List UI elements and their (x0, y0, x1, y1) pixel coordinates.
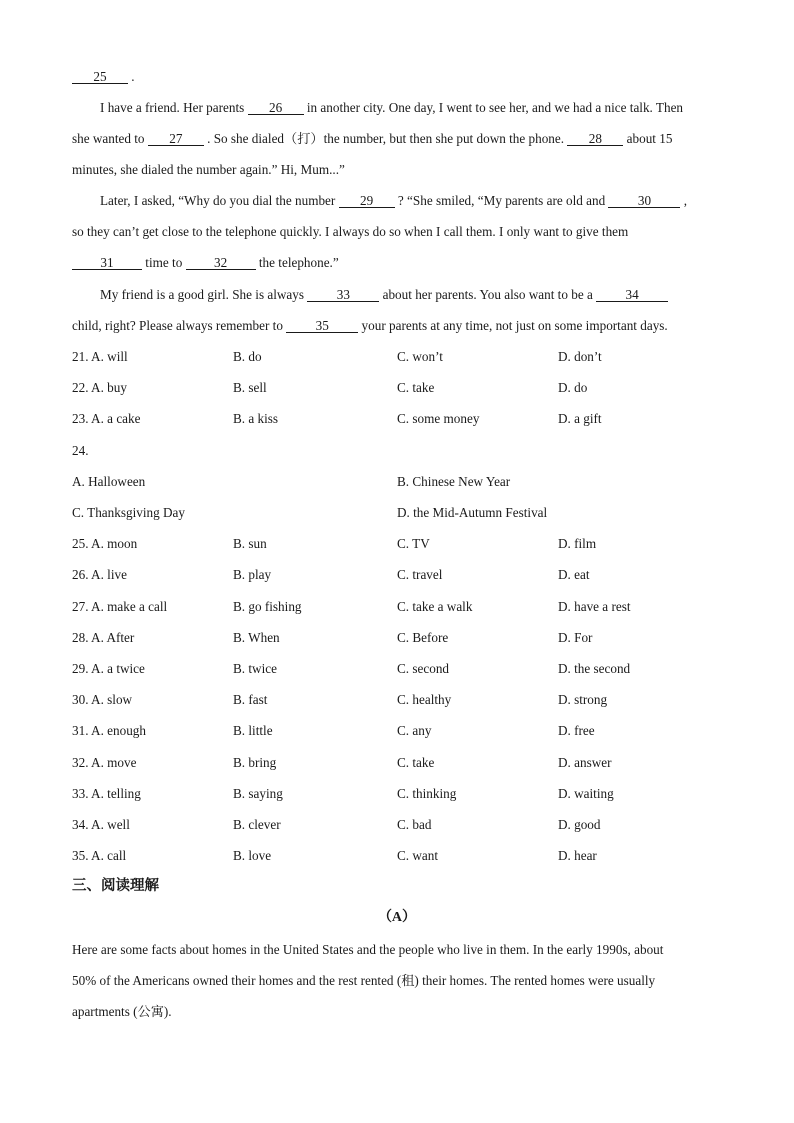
option-b[interactable]: B. When (233, 630, 280, 645)
option-c[interactable]: C. take (397, 380, 435, 395)
option-a[interactable]: 21. A. will (72, 349, 128, 364)
blank-27[interactable]: 27 (148, 132, 204, 146)
question-row-23 (72, 411, 732, 427)
blank-33[interactable]: 33 (307, 288, 379, 302)
line-text: the telephone.” (255, 255, 339, 270)
passage-line-2: 50% of the Americans owned their homes and the rest rented (租) their homes. The rented homes were usually (72, 973, 656, 988)
cloze-line-0 (72, 69, 135, 85)
cloze-p2-line3 (72, 255, 339, 271)
option-b[interactable]: B. go fishing (233, 599, 302, 614)
option-c[interactable]: C. healthy (397, 692, 452, 707)
question-24-number: 24. (72, 443, 89, 458)
option-a[interactable]: A. Halloween (72, 474, 146, 489)
blank-26[interactable]: 26 (248, 101, 304, 115)
option-b[interactable]: B. saying (233, 786, 283, 801)
passage-line-3: apartments (公寓). (72, 1004, 172, 1019)
option-a[interactable]: 30. A. slow (72, 692, 133, 707)
blank-32[interactable]: 32 (186, 256, 256, 270)
option-b[interactable]: B. Chinese New Year (397, 474, 511, 489)
option-d[interactable]: D. the second (558, 661, 631, 676)
option-c[interactable]: C. take a walk (397, 599, 473, 614)
cloze-p3-line1 (100, 287, 668, 303)
cloze-p2-line2: so they can’t get close to the telephone quickly. I always do so when I call them. I only want to give them (72, 224, 629, 239)
option-c[interactable]: C. won’t (397, 349, 443, 364)
blank-25[interactable]: 25 (72, 70, 128, 84)
blank-35[interactable]: 35 (286, 319, 358, 333)
option-c[interactable]: C. thinking (397, 786, 457, 801)
option-c[interactable]: C. travel (397, 567, 443, 582)
section-title: 三、阅读理解 (72, 878, 159, 894)
line-text: about her parents. You also want to be a (379, 287, 597, 302)
option-b[interactable]: B. fast (233, 692, 268, 707)
option-a[interactable]: 31. A. enough (72, 723, 146, 738)
question-row-28 (72, 630, 732, 646)
question-row-30 (72, 692, 732, 708)
option-d[interactable]: D. have a rest (558, 599, 631, 614)
option-d[interactable]: D. film (558, 536, 597, 551)
question-row-35 (72, 848, 732, 864)
question-row-21 (72, 349, 732, 365)
option-d[interactable]: D. eat (558, 567, 590, 582)
option-b[interactable]: B. do (233, 349, 262, 364)
question-row-29 (72, 661, 732, 677)
option-d[interactable]: D. a gift (558, 411, 602, 426)
line-text: Later, I asked, “Why do you dial the number (100, 193, 339, 208)
question-row-22 (72, 380, 732, 396)
option-d[interactable]: D. hear (558, 848, 597, 863)
option-c[interactable]: C. Before (397, 630, 449, 645)
question-row-27 (72, 599, 732, 615)
option-b[interactable]: B. a kiss (233, 411, 279, 426)
cloze-p1-line3: minutes, she dialed the number again.” Hi, Mum...” (72, 162, 345, 177)
blank-28[interactable]: 28 (567, 132, 623, 146)
question-row-33 (72, 786, 732, 802)
option-b[interactable]: B. bring (233, 755, 277, 770)
option-c[interactable]: C. Thanksgiving Day (72, 505, 185, 520)
option-d[interactable]: D. good (558, 817, 601, 832)
option-b[interactable]: B. clever (233, 817, 281, 832)
option-c[interactable]: C. take (397, 755, 435, 770)
option-c[interactable]: C. TV (397, 536, 430, 551)
option-d[interactable]: D. don’t (558, 349, 602, 364)
line-text: . (128, 69, 135, 84)
option-d[interactable]: D. strong (558, 692, 608, 707)
question-24-row1 (72, 474, 732, 490)
option-d[interactable]: D. answer (558, 755, 612, 770)
option-c[interactable]: C. some money (397, 411, 480, 426)
cloze-p1-line1 (100, 100, 683, 116)
cloze-p2-line1 (100, 193, 687, 209)
line-text: ? “She smiled, “My parents are old and (394, 193, 609, 208)
option-a[interactable]: 22. A. buy (72, 380, 127, 395)
question-24-row2 (72, 505, 732, 521)
option-d[interactable]: D. do (558, 380, 588, 395)
question-row-31 (72, 723, 732, 739)
option-c[interactable]: C. want (397, 848, 439, 863)
option-d[interactable]: D. waiting (558, 786, 614, 801)
cloze-p3-line2 (72, 318, 668, 334)
line-text: about 15 (623, 131, 673, 146)
option-a[interactable]: 25. A. moon (72, 536, 138, 551)
line-text: My friend is a good girl. She is always (100, 287, 308, 302)
option-b[interactable]: B. play (233, 567, 272, 582)
option-c[interactable]: C. any (397, 723, 432, 738)
option-b[interactable]: B. little (233, 723, 273, 738)
line-text: . So she dialed（打）the number, but then she put down the phone. (203, 131, 568, 146)
line-text: time to (142, 255, 186, 270)
option-a[interactable]: 33. A. telling (72, 786, 141, 801)
option-d[interactable]: D. For (558, 630, 593, 645)
blank-31[interactable]: 31 (72, 256, 142, 270)
option-a[interactable]: 26. A. live (72, 567, 127, 582)
option-a[interactable]: 27. A. make a call (72, 599, 168, 614)
passage-line-1: Here are some facts about homes in the United States and the people who live in them. In the early 1990s, about (72, 942, 664, 957)
line-text: she wanted to (72, 131, 148, 146)
blank-29[interactable]: 29 (339, 194, 395, 208)
line-text: your parents at any time, not just on some important days. (358, 318, 668, 333)
question-row-25 (72, 536, 732, 552)
blank-30[interactable]: 30 (608, 194, 680, 208)
line-text: in another city. One day, I went to see her, and we had a nice talk. Then (303, 100, 684, 115)
option-b[interactable]: B. sell (233, 380, 267, 395)
option-b[interactable]: B. love (233, 848, 272, 863)
option-a[interactable]: 35. A. call (72, 848, 127, 863)
option-d[interactable]: D. free (558, 723, 595, 738)
option-a[interactable]: 34. A. well (72, 817, 130, 832)
cloze-p1-line2 (72, 131, 672, 147)
passage-label: （A） (377, 910, 417, 925)
option-c[interactable]: C. bad (397, 817, 432, 832)
option-a[interactable]: 28. A. After (72, 630, 135, 645)
question-row-26 (72, 567, 732, 583)
blank-34[interactable]: 34 (596, 288, 668, 302)
option-d[interactable]: D. the Mid-Autumn Festival (397, 505, 548, 520)
option-c[interactable]: C. second (397, 661, 450, 676)
option-a[interactable]: 23. A. a cake (72, 411, 141, 426)
line-text: I have a friend. Her parents (100, 100, 248, 115)
option-a[interactable]: 32. A. move (72, 755, 137, 770)
line-text: child, right? Please always remember to (72, 318, 287, 333)
option-b[interactable]: B. sun (233, 536, 267, 551)
option-a[interactable]: 29. A. a twice (72, 661, 145, 676)
line-text: , (680, 193, 688, 208)
question-row-34 (72, 817, 732, 833)
option-b[interactable]: B. twice (233, 661, 277, 676)
question-row-32 (72, 755, 732, 771)
